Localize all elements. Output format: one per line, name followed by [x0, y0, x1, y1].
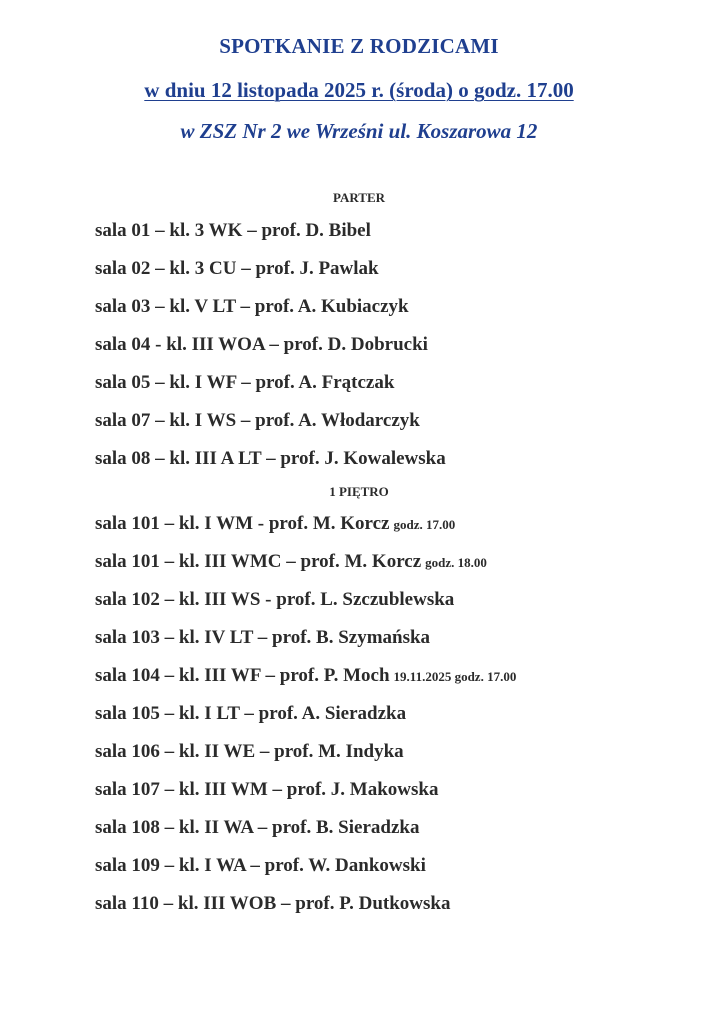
room-assignment-text: sala 07 – kl. I WS – prof. A. Włodarczyk	[95, 410, 420, 431]
room-assignment-text: sala 108 – kl. II WA – prof. B. Sieradzka	[95, 817, 420, 838]
room-assignment-text: sala 02 – kl. 3 CU – prof. J. Pawlak	[95, 258, 379, 279]
first-floor-label: 1 PIĘTRO	[329, 484, 389, 499]
room-assignment-text: sala 03 – kl. V LT – prof. A. Kubiaczyk	[95, 296, 409, 317]
room-row	[95, 511, 708, 549]
room-assignment-text: sala 01 – kl. 3 WK – prof. D. Bibel	[95, 220, 371, 241]
room-assignment-text: sala 104 – kl. III WF – prof. P. Moch	[95, 665, 390, 686]
room-row	[95, 739, 708, 777]
time-note: 19.11.2025 godz. 17.00	[393, 669, 517, 684]
time-note: godz. 18.00	[425, 555, 487, 570]
room-assignment-text: sala 106 – kl. II WE – prof. M. Indyka	[95, 741, 404, 762]
room-row	[95, 549, 708, 587]
room-assignment-text: sala 103 – kl. IV LT – prof. B. Szymańska	[95, 627, 431, 648]
room-assignment-text: sala 08 – kl. III A LT – prof. J. Kowalewska	[95, 448, 446, 469]
meeting-location: w ZSZ Nr 2 we Wrześni ul. Koszarowa 12	[180, 119, 538, 143]
meeting-date	[0, 78, 718, 103]
room-assignment-text: sala 109 – kl. I WA – prof. W. Dankowski	[95, 855, 426, 876]
room-row	[95, 294, 708, 332]
room-assignment-text: sala 04 - kl. III WOA – prof. D. Dobrucki	[95, 334, 428, 355]
meeting-date-text: w dniu 12 listopada 2025 r. (środa) o godz. 17.00	[144, 78, 574, 102]
time-note: godz. 17.00	[393, 517, 456, 532]
room-row	[95, 777, 708, 815]
room-row	[95, 587, 708, 625]
ground-floor-room-list	[95, 218, 708, 484]
room-row	[95, 891, 708, 929]
room-row	[95, 815, 708, 853]
first-floor-room-list	[95, 511, 708, 929]
room-row	[95, 701, 708, 739]
room-assignment-text: sala 107 – kl. III WM – prof. J. Makowska	[95, 779, 439, 800]
room-row	[95, 446, 708, 484]
room-assignment-text: sala 105 – kl. I LT – prof. A. Sieradzka	[95, 703, 407, 724]
room-row	[95, 218, 708, 256]
room-row	[95, 853, 708, 891]
room-row	[95, 625, 708, 663]
ground-floor-label: PARTER	[332, 190, 386, 205]
room-row	[95, 370, 708, 408]
room-assignment-text: sala 102 – kl. III WS - prof. L. Szczublewska	[95, 589, 455, 610]
room-assignment-text: sala 05 – kl. I WF – prof. A. Frątczak	[95, 372, 395, 393]
room-row	[95, 408, 708, 446]
page-title: SPOTKANIE Z RODZICAMI	[219, 34, 499, 58]
room-row	[95, 663, 708, 701]
room-assignment-text: sala 110 – kl. III WOB – prof. P. Dutkowska	[95, 893, 451, 914]
room-assignment-text: sala 101 – kl. III WMC – prof. M. Korcz	[95, 551, 422, 572]
room-assignment-text: sala 101 – kl. I WM - prof. M. Korcz	[95, 513, 390, 534]
room-row	[95, 332, 708, 370]
room-row	[95, 256, 708, 294]
